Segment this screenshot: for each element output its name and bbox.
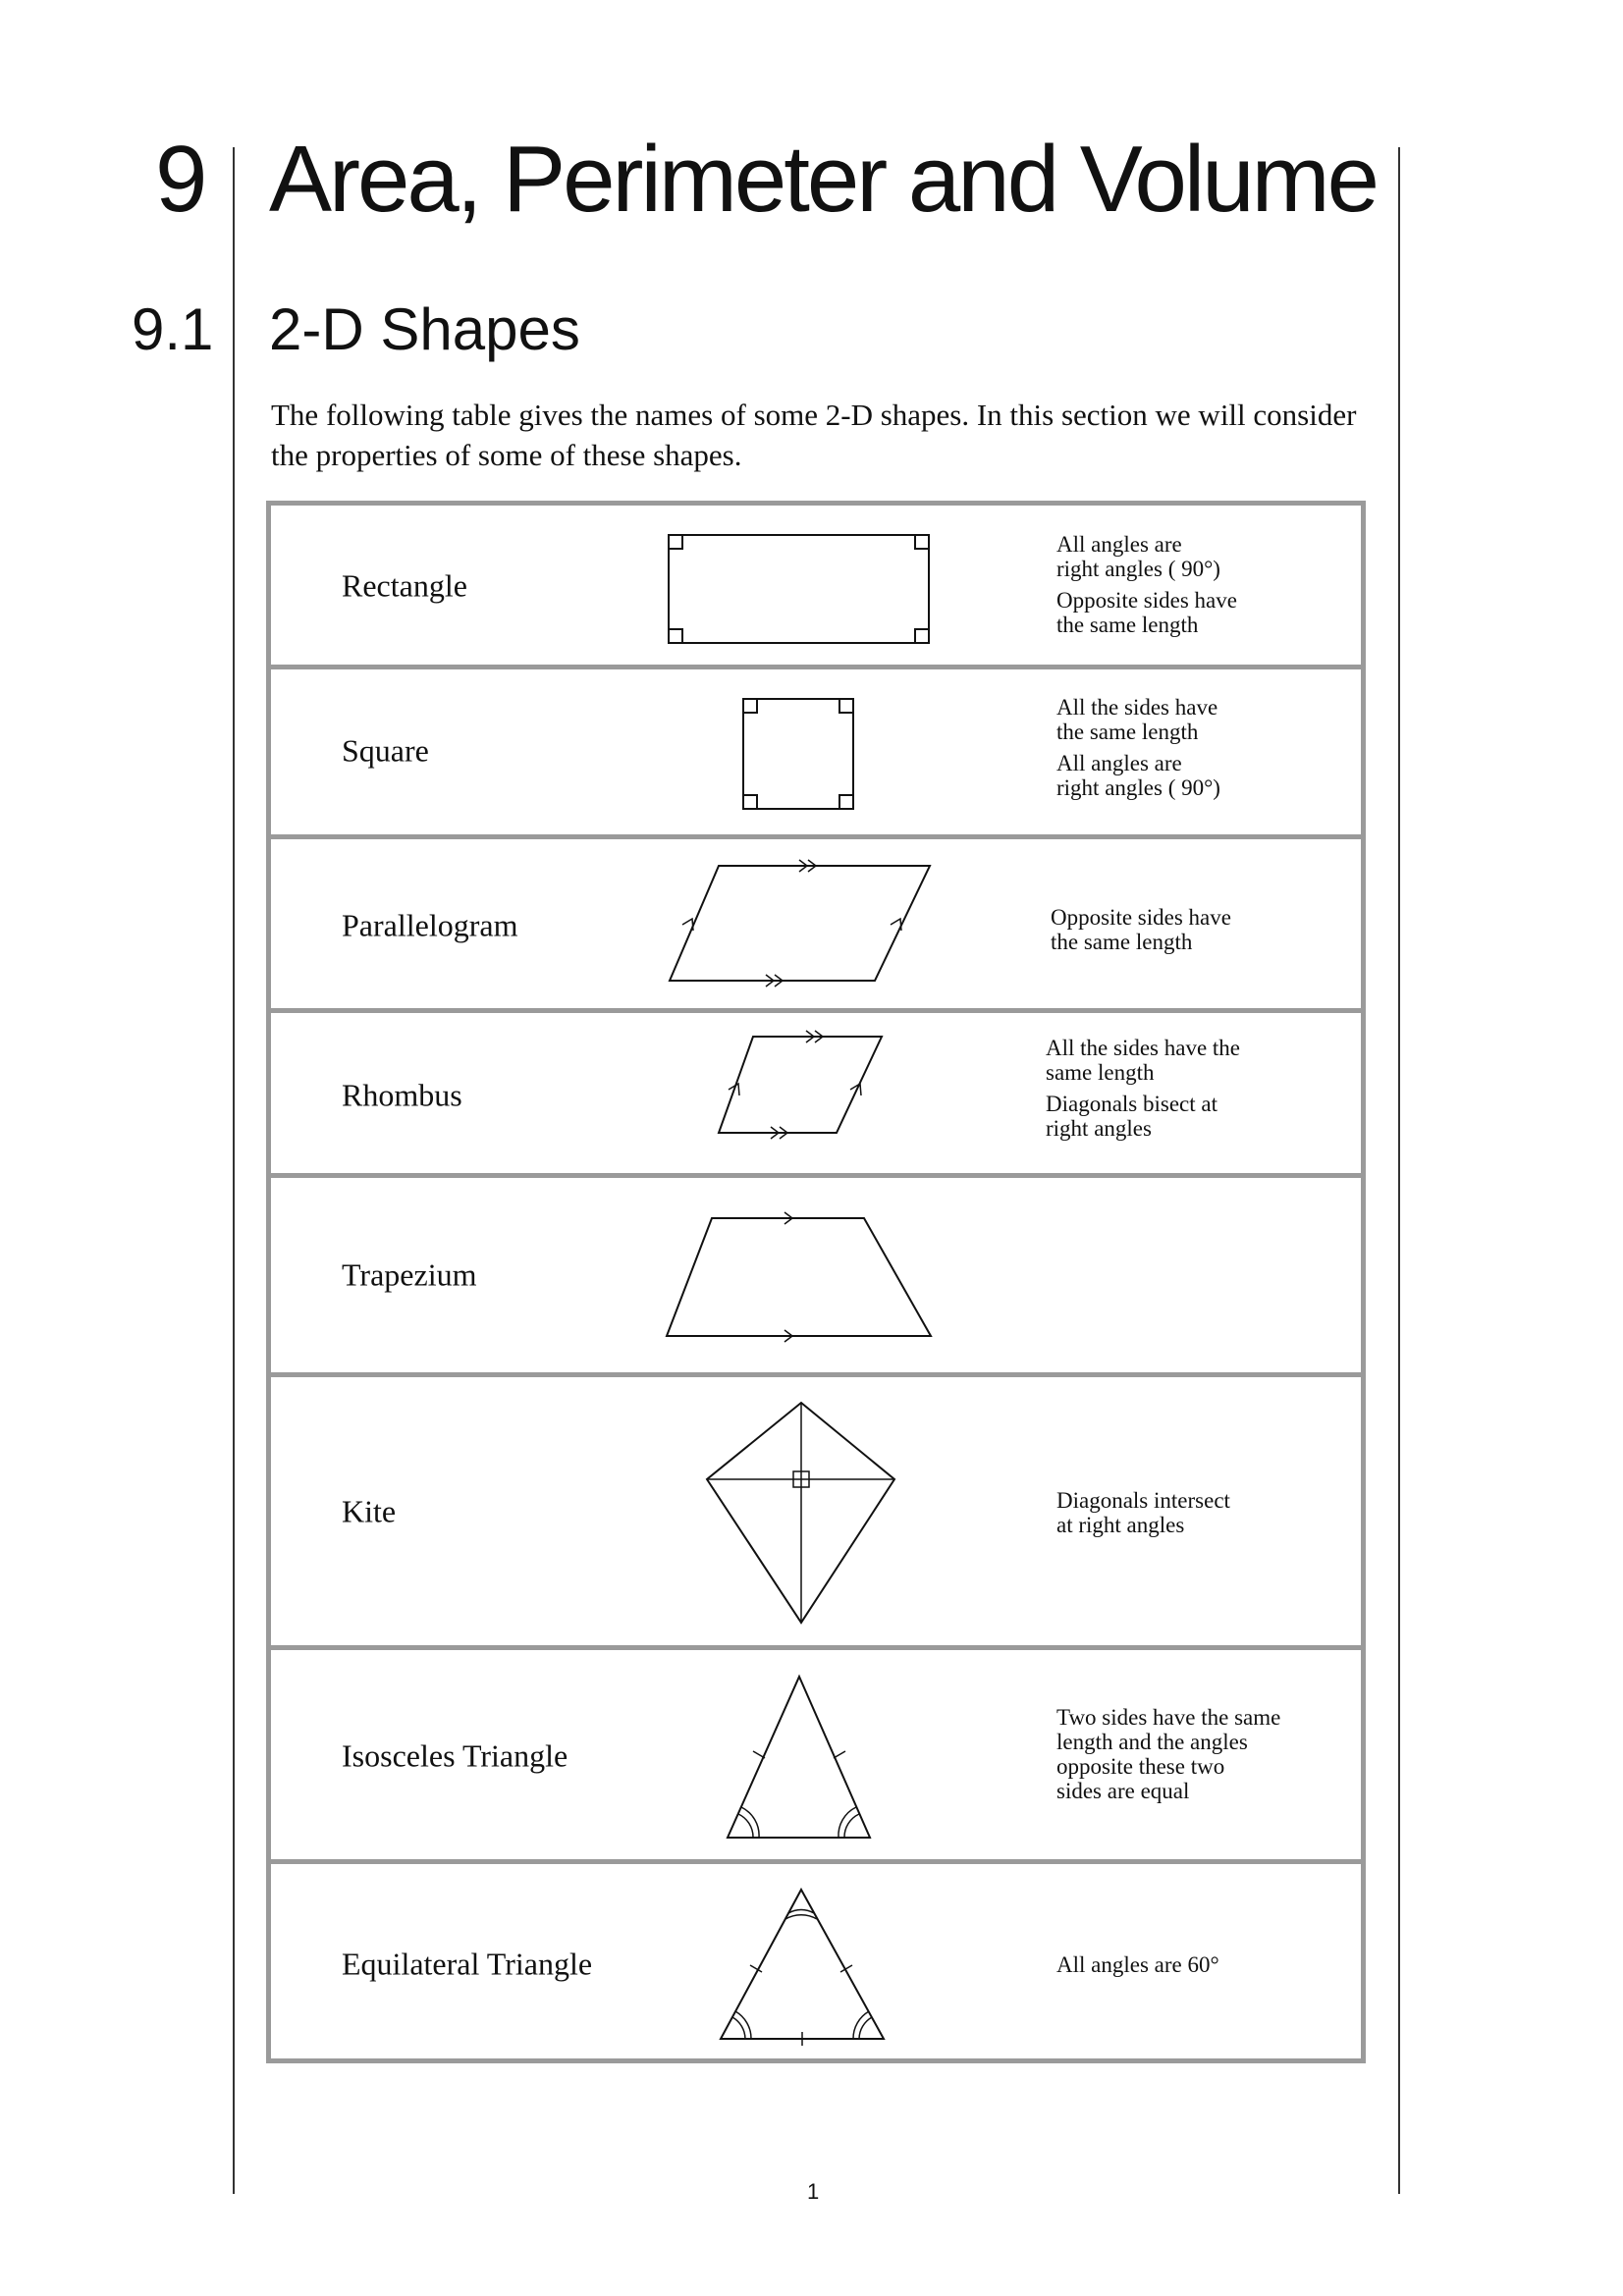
chapter-number: 9 [155, 127, 206, 232]
shape-name: Trapezium [342, 1256, 477, 1293]
shape-name: Rhombus [342, 1077, 462, 1113]
trapezium-figure [271, 1178, 1361, 1377]
property-line: the same length [1051, 930, 1193, 954]
property-line: All the sides have the [1046, 1036, 1241, 1060]
shapes-table [266, 501, 1366, 2063]
property-line: Diagonals bisect at [1046, 1092, 1218, 1116]
shape-properties [1056, 532, 1237, 637]
page-number: 1 [807, 2179, 820, 2204]
shape-name: Equilateral Triangle [342, 1946, 593, 1982]
shape-properties [1056, 1488, 1230, 1537]
table-row [271, 839, 1361, 1013]
table-row [271, 1013, 1361, 1178]
right-margin-rule [1398, 147, 1400, 2194]
shape-properties [1046, 1036, 1240, 1141]
shape-name: Square [342, 732, 429, 769]
table-row [271, 1650, 1361, 1864]
property-line: the same length [1056, 720, 1199, 744]
shape-name: Kite [342, 1493, 397, 1529]
shape-properties [1051, 905, 1231, 954]
left-margin-rule [233, 147, 235, 2194]
property-line: sides are equal [1056, 1779, 1190, 1803]
property-line: same length [1046, 1060, 1155, 1085]
property-line: Diagonals intersect [1056, 1488, 1230, 1513]
property-line: opposite these two [1056, 1754, 1225, 1779]
section-title: 2-D Shapes [269, 296, 580, 362]
property-line: All angles are [1056, 751, 1182, 775]
table-row [271, 669, 1361, 839]
shape-name: Isosceles Triangle [342, 1737, 568, 1774]
shape-properties [1056, 1705, 1280, 1803]
table-row [271, 1178, 1361, 1377]
shape-name: Parallelogram [342, 907, 518, 943]
property-line: All angles are 60° [1056, 1952, 1219, 1977]
property-line: the same length [1056, 613, 1199, 637]
property-line: Opposite sides have [1056, 588, 1237, 613]
property-line: length and the angles [1056, 1730, 1248, 1754]
property-line: right angles ( 90°) [1056, 557, 1220, 581]
section-number: 9.1 [132, 296, 214, 362]
intro-paragraph: The following table gives the names of some 2-D shapes. In this section we will consider the properties of some of these shapes. [271, 398, 1357, 472]
table-row [271, 1864, 1361, 2058]
property-line: right angles [1046, 1116, 1152, 1141]
table-row [271, 506, 1361, 669]
property-line: at right angles [1056, 1513, 1185, 1537]
property-line: right angles ( 90°) [1056, 775, 1220, 800]
chapter-title: Area, Perimeter and Volume [269, 127, 1377, 232]
property-line: Opposite sides have [1051, 905, 1231, 930]
shape-properties [1056, 1952, 1219, 1977]
shape-properties [1056, 695, 1220, 800]
property-line: All angles are [1056, 532, 1182, 557]
shape-name: Rectangle [342, 567, 467, 604]
table-row [271, 1377, 1361, 1650]
property-line: Two sides have the same [1056, 1705, 1281, 1730]
property-line: All the sides have [1056, 695, 1218, 720]
